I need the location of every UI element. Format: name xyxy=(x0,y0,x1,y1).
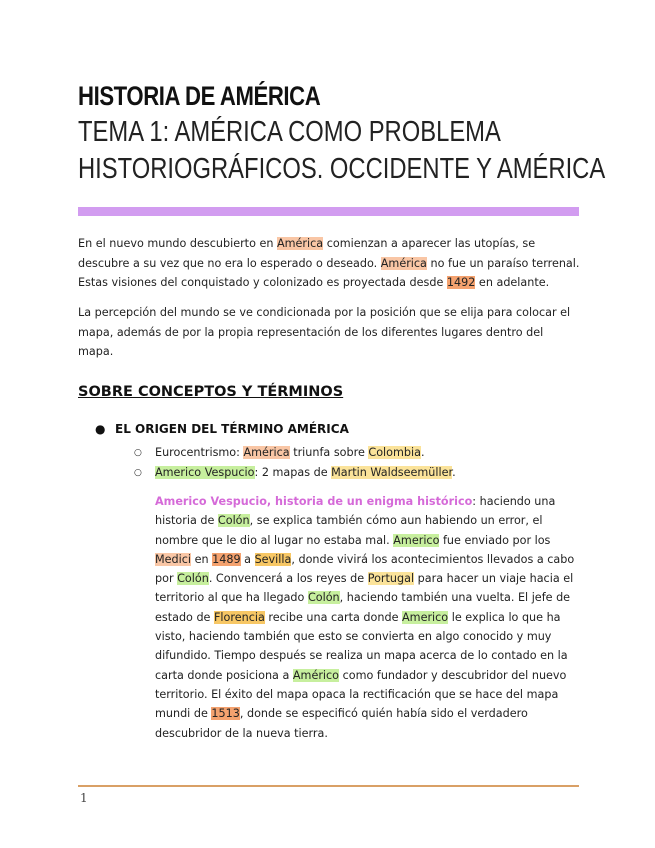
highlight-florencia: Florencia xyxy=(214,610,265,624)
list-item-level2 xyxy=(134,443,425,463)
text-span: no fue un paraíso terrenal. Estas visiones del conquistado y colonizado es proyectada desde xyxy=(78,256,580,290)
page-number: 1 xyxy=(80,791,88,805)
list-item-label: EL ORIGEN DEL TÉRMINO AMÉRICA xyxy=(115,422,349,436)
bullet-icon: ● xyxy=(95,422,106,436)
highlight-medici: Medici xyxy=(155,552,192,566)
list-item-level1 xyxy=(95,422,349,436)
text-span: en xyxy=(191,552,213,566)
text-span: , donde se especificó quién había sido el verdadero descubridor de la nueva tierra. xyxy=(155,707,528,740)
text-span: le explica lo que ha visto, haciendo también que esto se convierta en algo conocido y muy difundido. Tiempo después se realiza un mapa acerca de lo contado en la carta donde posiciona a xyxy=(155,610,568,682)
circle-bullet-icon: ○ xyxy=(134,468,142,478)
highlight-america: América xyxy=(243,446,290,459)
text-span: fue enviado por los xyxy=(439,533,551,547)
list-item-level2 xyxy=(134,463,456,483)
highlight-america: América xyxy=(380,256,427,270)
highlight-americo: Americo xyxy=(402,610,449,624)
text-span: recibe una carta donde xyxy=(264,610,403,624)
vespucio-detail-paragraph xyxy=(155,492,580,743)
text-span: triunfa sobre xyxy=(289,446,369,459)
pink-title: Americo Vespucio, historia de un enigma histórico xyxy=(155,495,473,508)
title-divider-bar xyxy=(78,207,579,216)
highlight-colombia: Colombia xyxy=(368,446,421,459)
highlight-colon: Colón xyxy=(177,572,209,586)
highlight-americo: Americo xyxy=(393,533,440,547)
highlight-americo: Américo xyxy=(292,668,340,682)
highlight-america: América xyxy=(277,237,324,250)
text-span: en adelante. xyxy=(475,276,550,290)
highlight-year-1489: 1489 xyxy=(212,552,241,566)
highlight-year-1513: 1513 xyxy=(211,707,240,721)
title-block xyxy=(78,78,606,188)
highlight-waldseemuller: Martin Waldseemüller xyxy=(331,466,453,479)
text-span: como fundador y descubridor del nuevo territorio. El éxito del mapa opaca la rectificación que se hace del mapa mundi de xyxy=(155,668,567,721)
highlight-year-1492: 1492 xyxy=(446,276,476,290)
text-span: , se explica también cómo aun habiendo un error, el nombre que le dio al lugar no estaba mal. xyxy=(155,514,543,547)
page-title: HISTORIA DE AMÉRICA xyxy=(78,81,321,111)
page-subtitle-line2: HISTORIOGRÁFICOS. OCCIDENTE Y AMÉRICA xyxy=(78,153,606,185)
text-span: para hacer un viaje hacia el territorio al que ha llegado xyxy=(155,572,574,605)
text-span: a xyxy=(240,552,255,566)
highlight-americo-vespucio: Americo Vespucio xyxy=(155,466,255,479)
text-span: comienzan a aparecer las utopías, se descubre a su vez que no era lo esperado o deseado. xyxy=(78,237,536,270)
highlight-portugal: Portugal xyxy=(367,572,415,586)
text-span: : haciendo una historia de xyxy=(155,495,556,528)
highlight-colon: Colón xyxy=(217,514,250,528)
highlight-sevilla: Sevilla xyxy=(254,552,292,566)
page-subtitle-line1: TEMA 1: AMÉRICA COMO PROBLEMA xyxy=(78,116,501,148)
intro-paragraph xyxy=(78,234,580,293)
text-span: : 2 mapas de xyxy=(254,466,332,479)
highlight-colon: Colón xyxy=(307,591,340,605)
text-span: . xyxy=(452,466,456,479)
footer-divider xyxy=(78,785,579,787)
text-span: En el nuevo mundo descubierto en xyxy=(78,237,277,250)
circle-bullet-icon: ○ xyxy=(134,448,142,458)
perception-paragraph: La percepción del mundo se ve condicionada por la posición que se elija para colocar el mapa, además de por la propia representación de los diferentes lugares dentro del mapa. xyxy=(78,306,571,359)
text-span: Eurocentrismo: xyxy=(155,446,244,459)
text-span: . xyxy=(420,446,425,459)
text-span: , haciendo también una vuelta. El jefe de estado de xyxy=(155,591,571,624)
text-span: . Convencerá a los reyes de xyxy=(208,572,368,586)
text-span: , donde vivirá los acontecimientos llevados a cabo por xyxy=(155,552,575,586)
section-heading: SOBRE CONCEPTOS Y TÉRMINOS xyxy=(78,384,344,400)
